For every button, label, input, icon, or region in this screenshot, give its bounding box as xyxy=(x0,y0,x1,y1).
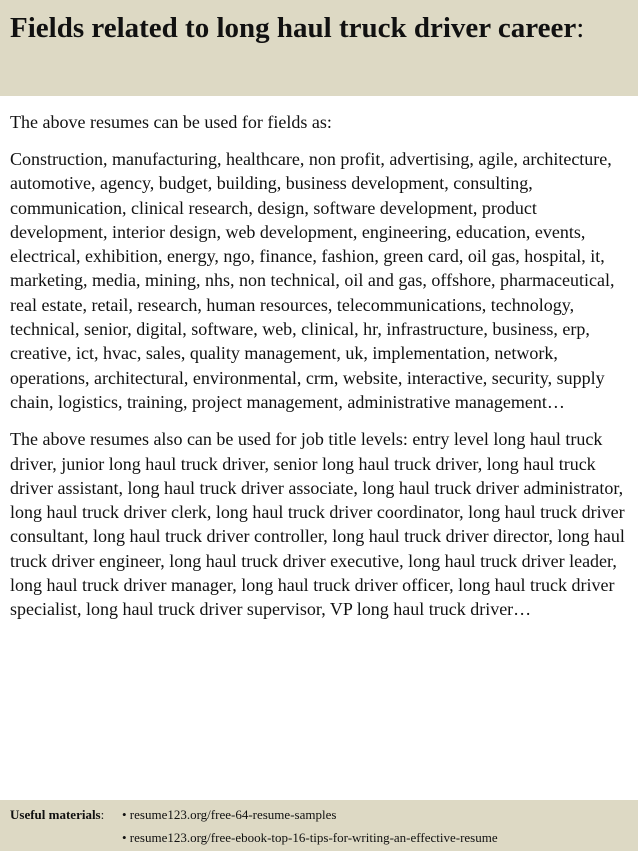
resume-tips-ebook-link[interactable]: • resume123.org/free-ebook-top-16-tips-for-writing-an-effective-resume xyxy=(122,830,498,845)
title-text: Fields related to long haul truck driver career xyxy=(10,12,577,44)
job-levels-text: The above resumes also can be used for job title levels: entry level long haul truck driver, junior long haul truck driver, senior long haul truck driver, long haul truck driver assistant, long haul truck driver associate, long haul truck driver administrator, long haul truck driver clerk, long haul truck driver coordinator, long haul truck driver consultant, long haul truck driver controller, long haul truck driver director, long haul truck driver engineer, long haul truck driver executive, long haul truck driver leader, long haul truck driver manager, long haul truck driver officer, long haul truck driver specialist, long haul truck driver supervisor, VP long haul truck driver… xyxy=(10,429,625,620)
page-title xyxy=(10,10,628,46)
useful-materials-label xyxy=(10,803,122,826)
title-colon: : xyxy=(576,12,585,44)
footer-row-1 xyxy=(10,803,628,826)
footer-row-2 xyxy=(10,826,628,849)
useful-materials-label-text: Useful materials xyxy=(10,807,101,822)
footer-spacer xyxy=(10,826,122,849)
title-banner xyxy=(0,0,638,96)
intro-text: The above resumes can be used for fields as: xyxy=(10,112,332,132)
useful-materials-colon: : xyxy=(100,807,105,822)
resume-samples-link[interactable]: • resume123.org/free-64-resume-samples xyxy=(122,807,337,822)
fields-list-text: Construction, manufacturing, healthcare, non profit, advertising, agile, architecture, automotive, agency, budget, building, business development, consulting, communication, clinical research, design, software development, product development, interior design, web development, engineering, education, events, electrical, exhibition, energy, ngo, finance, fashion, green card, oil gas, hospital, it, marketing, media, mining, nhs, non technical, oil and gas, offshore, pharmaceutical, real estate, retail, research, human resources, telecommunications, technology, technical, senior, digital, software, web, clinical, hr, infrastructure, business, erp, creative, ict, hvac, sales, quality management, uk, implementation, network, operations, architectural, environmental, crm, website, interactive, security, supply chain, logistics, training, project management, administrative management… xyxy=(10,149,615,412)
footer-banner xyxy=(0,800,638,851)
main-content xyxy=(10,110,630,622)
